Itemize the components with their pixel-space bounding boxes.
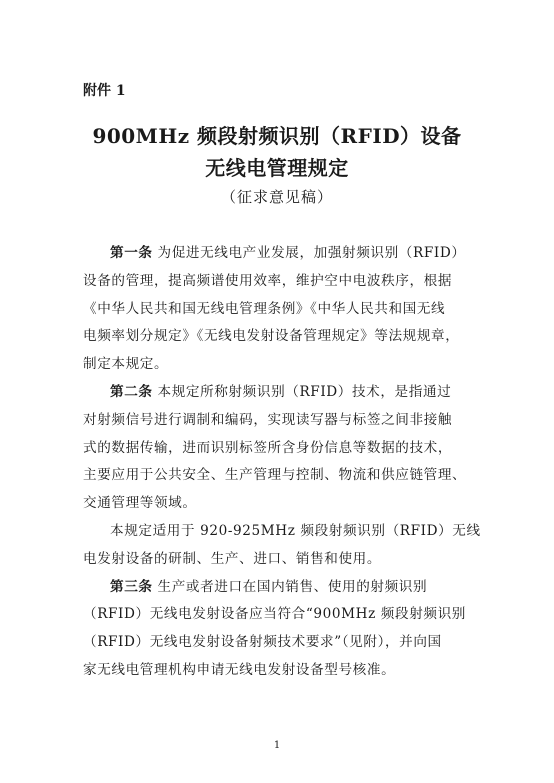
paragraph-line: 电频率划分规定》《无线电发射设备管理规定》等法规规章， — [83, 328, 460, 345]
document-body — [83, 240, 481, 685]
paragraph-line: 主要应用于公共安全、生产管理与控制、物流和供应链管理、 — [83, 467, 467, 484]
paragraph-line: 第一条 为促进无线电产业发展，加强射频识别（RFID） — [110, 245, 466, 261]
paragraph-line: 对射频信号进行调制和编码，实现读写器与标签之间非接触 — [83, 411, 453, 428]
paragraph-line: 家无线电管理机构申请无线电发射设备型号核准。 — [83, 661, 396, 678]
article-heading: 第二条 — [110, 383, 153, 400]
attachment-label: 附件 1 — [83, 83, 126, 99]
paragraph-line: 《中华人民共和国无线电管理条例》《中华人民共和国无线 — [83, 300, 446, 317]
document-subtitle: （征求意见稿） — [220, 188, 333, 206]
paragraph-line: （RFID）无线电发射设备射频技术要求”（见附），并向国 — [83, 634, 442, 651]
article-heading: 第三条 — [110, 578, 153, 595]
paragraph-line: 设备的管理，提高频谱使用效率，维护空中电波秩序，根据 — [83, 272, 453, 289]
scope-paragraph — [83, 518, 481, 574]
paragraph-line: 制定本规定。 — [83, 356, 169, 373]
article-3 — [83, 574, 475, 685]
paragraph-line: （RFID）无线电发射设备应当符合“900MHz 频段射频识别 — [83, 606, 466, 623]
paragraph-line: 第二条 本规定所称射频识别（RFID）技术，是指通过 — [110, 383, 452, 400]
paragraph-line: 式的数据传输，进而识别标签所含身份信息等数据的技术， — [83, 439, 453, 456]
paragraph-line: 电发射设备的研制、生产、进口、销售和使用。 — [83, 550, 382, 567]
paragraph-line: 第三条 生产或者进口在国内销售、使用的射频识别 — [110, 578, 428, 595]
article-heading: 第一条 — [110, 245, 153, 261]
article-2 — [83, 379, 475, 518]
paragraph-line: 交通管理等领域。 — [83, 495, 197, 512]
document-title-line-2: 无线电管理规定 — [205, 156, 349, 180]
document-title-line-1: 900MHz 频段射频识别（RFID）设备 — [92, 124, 462, 148]
page-number: 1 — [273, 740, 281, 751]
paragraph-line: 本规定适用于 920-925MHz 频段射频识别（RFID）无线 — [110, 522, 481, 539]
article-1 — [83, 240, 475, 379]
